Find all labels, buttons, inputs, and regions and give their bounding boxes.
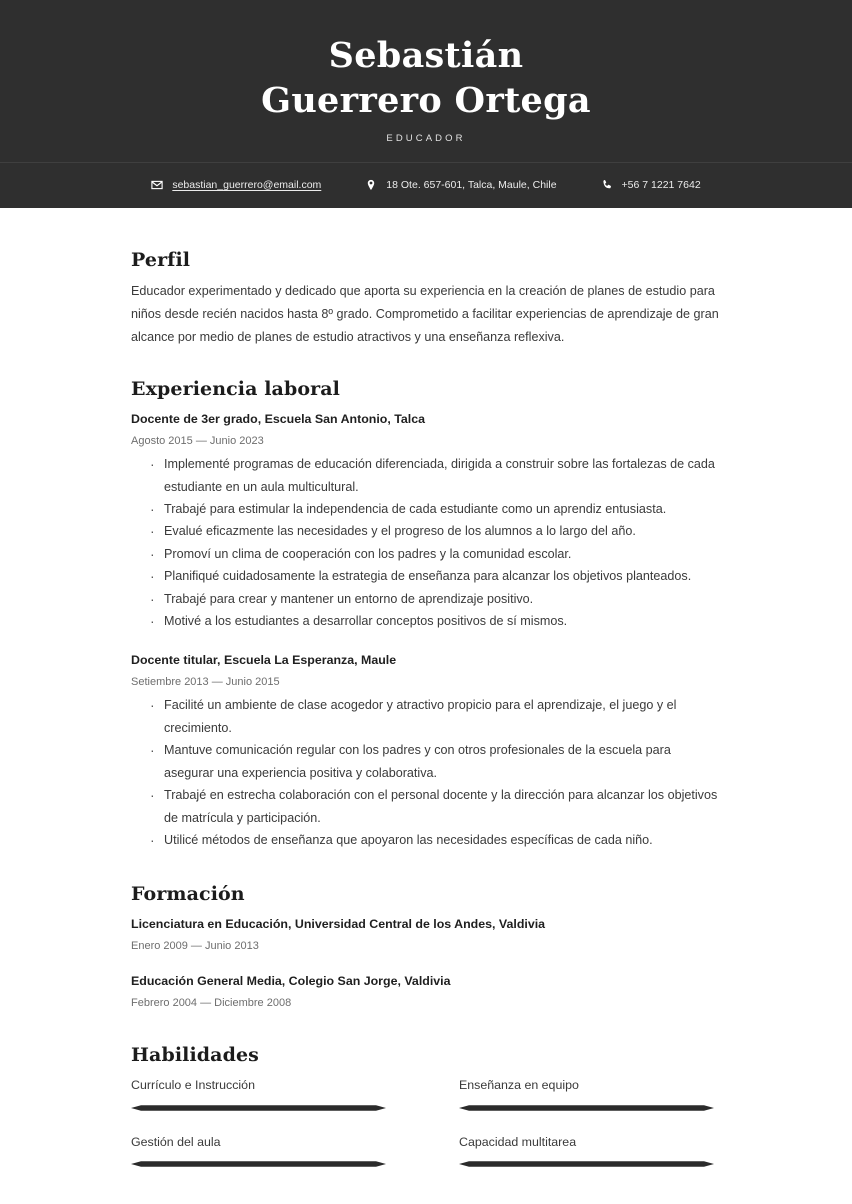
profile-text: Educador experimentado y dedicado que aporta su experiencia en la creación de planes de estudio para niños desde recién nacidos hasta 8º grado. Comprometido a facilitar experiencias de aprendizaje de gran alcance por medio de planes de estudio atractivos y una enseñanza reflexiva. [131,284,719,345]
education-degree: Licenciatura en Educación, Universidad Central de los Andes, Valdivia [131,917,546,932]
skill-label: Enseñanza en equipo [459,1078,579,1093]
list-item: · Facilité un ambiente de clase acogedor y atractivo propicio para el aprendizaje, el juego y el crecimiento. [131,694,723,739]
education-entry [131,915,723,954]
skills-grid [131,1076,723,1168]
experience-dates: Setiembre 2013 — Junio 2015 [131,675,280,688]
section-experience [131,379,723,851]
contact-bar [0,162,852,208]
list-item: · Motivé a los estudiantes a desarrollar conceptos positivos de sí mismos. [131,610,723,632]
list-item: · Trabajé para estimular la independencia de cada estudiante como un aprendiz entusiasta. [131,498,723,520]
list-item: · Utilicé métodos de enseñanza que apoyaron las necesidades específicas de cada niño. [131,829,723,851]
skill-level-bar [131,1160,386,1168]
list-item: · Implementé programas de educación diferenciada, dirigida a construir sobre las fortalezas de cada estudiante en un aula multicultural. [131,453,723,498]
skill-label: Capacidad multitarea [459,1134,577,1149]
skill-level-bar [459,1160,714,1168]
location-pin-icon [365,179,377,191]
list-item: · Promoví un clima de cooperación con los padres y la comunidad escolar. [131,543,723,565]
contact-phone-text: +56 7 1221 7642 [621,179,701,192]
list-item: · Trabajé en estrecha colaboración con el personal docente y la dirección para alcanzar los objetivos de matrícula y participación. [131,784,723,829]
contact-address [365,179,556,191]
skill-label: Gestión del aula [131,1134,221,1149]
experience-dates: Agosto 2015 — Junio 2023 [131,434,264,447]
list-item: · Trabajé para crear y mantener un entorno de aprendizaje positivo. [131,588,723,610]
candidate-last-name: Guerrero Ortega [261,79,591,121]
experience-entry [131,410,723,632]
phone-icon [601,179,613,191]
envelope-icon [151,179,163,191]
education-degree: Educación General Media, Colegio San Jorge, Valdivia [131,974,451,989]
list-item: · Mantuve comunicación regular con los padres y con otros profesionales de la escuela para asegurar una experiencia positiva y colaborativa. [131,739,723,784]
resume-header [0,0,852,208]
experience-bullet-list [131,453,723,632]
education-heading: Formación [131,883,245,906]
contact-phone [601,179,701,191]
section-education [131,884,723,1011]
candidate-first-name: Sebastián [328,35,524,76]
skill-level-bar [131,1104,386,1112]
skills-heading: Habilidades [131,1044,259,1067]
contact-email[interactable] [151,179,321,191]
education-dates: Enero 2009 — Junio 2013 [131,939,259,952]
experience-bullet-list [131,694,723,851]
section-profile [131,250,723,350]
resume-body [0,208,852,1169]
skill-item [131,1076,386,1112]
skill-level-bar [459,1104,714,1112]
candidate-job-title: EDUCADOR [386,132,466,144]
education-dates: Febrero 2004 — Diciembre 2008 [131,996,292,1009]
name-block [0,34,852,162]
skill-item [459,1076,714,1112]
experience-entry [131,651,723,851]
skill-label: Currículo e Instrucción [131,1078,255,1093]
contact-email-text: sebastian_guerrero@email.com [172,179,322,192]
profile-heading: Perfil [131,248,191,271]
experience-role: Docente titular, Escuela La Esperanza, Maule [131,653,397,668]
section-skills [131,1045,723,1168]
skill-item [131,1133,386,1169]
experience-heading: Experiencia laboral [131,378,340,401]
contact-address-text: 18 Ote. 657-601, Talca, Maule, Chile [386,179,557,192]
experience-role: Docente de 3er grado, Escuela San Antonio, Talca [131,412,426,426]
skill-item [459,1133,714,1169]
list-item: · Planifiqué cuidadosamente la estrategia de enseñanza para alcanzar los objetivos planteados. [131,565,723,587]
list-item: · Evalué eficazmente las necesidades y el progreso de los alumnos a lo largo del año. [131,520,723,542]
education-entry [131,972,723,1011]
